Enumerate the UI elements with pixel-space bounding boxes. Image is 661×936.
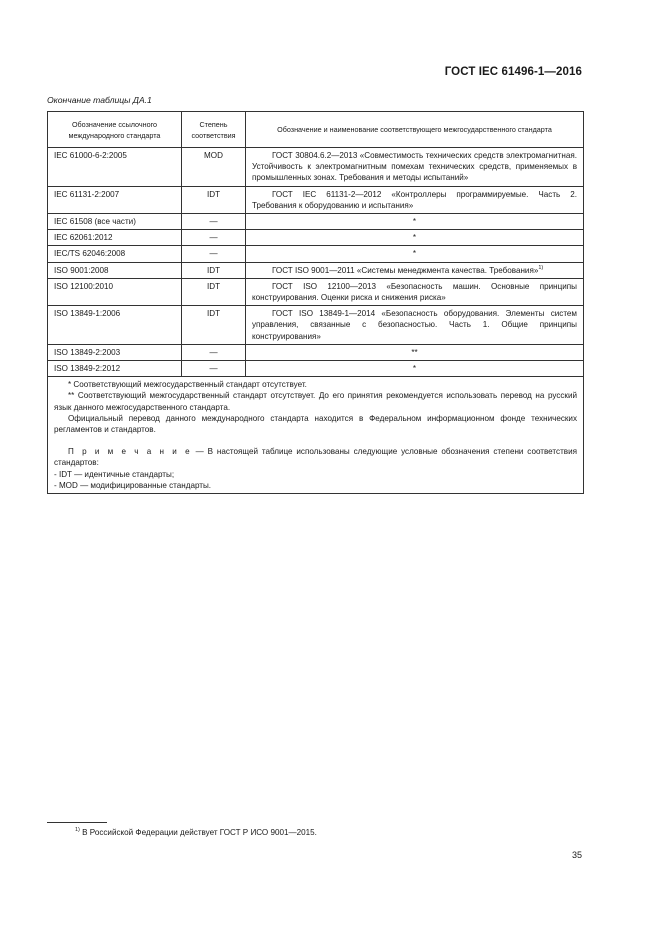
standard-name: ** <box>411 347 418 357</box>
page-number: 35 <box>571 850 582 860</box>
interstate-standard-cell <box>246 230 584 246</box>
degree-cell: IDT <box>182 306 246 345</box>
table-header-row <box>48 112 584 148</box>
interstate-standard-cell <box>246 344 584 360</box>
table-row <box>48 262 584 278</box>
ref-standard-cell: ISO 9001:2008 <box>48 262 182 278</box>
header-ref-standard: Обозначение ссылочного международного стандарта <box>48 112 182 148</box>
note-line: * Соответствующий межгосударственный стандарт отсутствует. <box>68 380 307 390</box>
standard-name: ГОСТ ISO 12100—2013 «Безопасность машин. Основные принципы конструирования. Оценки риска и снижения риска» <box>252 281 577 303</box>
ref-standard-cell: IEC 61131-2:2007 <box>48 186 182 213</box>
interstate-standard-cell <box>246 361 584 377</box>
ref-standard-cell: IEC 61508 (все части) <box>48 214 182 230</box>
degree-cell: IDT <box>182 186 246 213</box>
table-row <box>48 361 584 377</box>
degree-cell: IDT <box>182 262 246 278</box>
footnote-text: В Российской Федерации действует ГОСТ Р ИСО 9001—2015. <box>79 828 317 837</box>
remark <box>54 446 577 468</box>
header-degree: Степень соответствия <box>182 112 246 148</box>
header-interstate-standard: Обозначение и наименование соответствующего межгосударственного стандарта <box>246 112 584 148</box>
remark-item: - IDT — идентичные стандарты; <box>54 469 175 479</box>
ref-standard-cell: IEC 61000-6-2:2005 <box>48 148 182 187</box>
interstate-standard-cell <box>246 278 584 305</box>
ref-standard-cell: IEC 62061:2012 <box>48 230 182 246</box>
table-row <box>48 214 584 230</box>
degree-cell: IDT <box>182 278 246 305</box>
degree-cell: MOD <box>182 148 246 187</box>
remark-text: — В настоящей таблице использованы следующие условные обозначения степени соответствия стандартов: <box>54 447 577 468</box>
standard-name: ГОСТ ISO 9001—2011 «Системы менеджмента качества. Требования» <box>272 265 539 275</box>
degree-cell: — <box>182 214 246 230</box>
ref-standard-cell: ISO 13849-2:2003 <box>48 344 182 360</box>
ref-standard-cell: ISO 12100:2010 <box>48 278 182 305</box>
table-row <box>48 186 584 213</box>
interstate-standard-cell <box>246 306 584 345</box>
remark-item: - MOD — модифицированные стандарты. <box>54 480 212 490</box>
standard-name: ГОСТ 30804.6.2—2013 «Совместимость технических средств электромагнитная. Устойчивость к электромагнитным помехам технических средств, применяемых в промышленных зонах. Требования и методы испытаний» <box>252 151 577 183</box>
footnote-ref: 1) <box>538 264 544 271</box>
degree-cell: — <box>182 230 246 246</box>
standard-name: ГОСТ ISO 13849-1—2014 «Безопасность оборудования. Элементы систем управления, связанные с безопасностью. Часть 1. Общие принципы конструирования» <box>252 309 577 341</box>
table-row <box>48 344 584 360</box>
remark-label: П р и м е ч а н и е <box>68 447 192 457</box>
note-line: ** Соответствующий межгосударственный стандарт отсутствует. До его принятия рекомендуется использовать перевод на русский язык данного межгосударственного стандарта. <box>54 391 577 412</box>
degree-cell: — <box>182 246 246 262</box>
ref-standard-cell: ISO 13849-1:2006 <box>48 306 182 345</box>
standard-name: * <box>412 233 417 243</box>
standard-name: * <box>412 249 417 259</box>
degree-cell: — <box>182 344 246 360</box>
interstate-standard-cell <box>246 246 584 262</box>
table-row <box>48 306 584 345</box>
footnote-divider <box>47 822 107 823</box>
notes-cell <box>48 377 584 494</box>
degree-cell: — <box>182 361 246 377</box>
footnote-mark: 1) <box>75 827 80 833</box>
table-row <box>48 230 584 246</box>
standards-table <box>47 111 584 494</box>
ref-standard-cell: ISO 13849-2:2012 <box>48 361 182 377</box>
footnote <box>75 828 317 837</box>
standard-name: * <box>412 364 417 374</box>
standard-name: * <box>412 217 417 227</box>
standard-name: ГОСТ IEC 61131-2—2012 «Контроллеры программируемые. Часть 2. Требования к оборудованию и испытания» <box>252 189 577 210</box>
table-row <box>48 278 584 305</box>
interstate-standard-cell <box>246 186 584 213</box>
notes-row <box>48 377 584 494</box>
interstate-standard-cell <box>246 262 584 278</box>
ref-standard-cell: IEC/TS 62046:2008 <box>48 246 182 262</box>
document-code: ГОСТ IEC 61496-1—2016 <box>444 66 582 78</box>
table-caption: Окончание таблицы ДА.1 <box>47 95 152 105</box>
table-row <box>48 246 584 262</box>
interstate-standard-cell <box>246 214 584 230</box>
note-line: Официальный перевод данного международного стандарта находится в Федеральном информационном фонде технических регламентов и стандартов. <box>54 413 577 435</box>
interstate-standard-cell <box>246 148 584 187</box>
table-row <box>48 148 584 187</box>
